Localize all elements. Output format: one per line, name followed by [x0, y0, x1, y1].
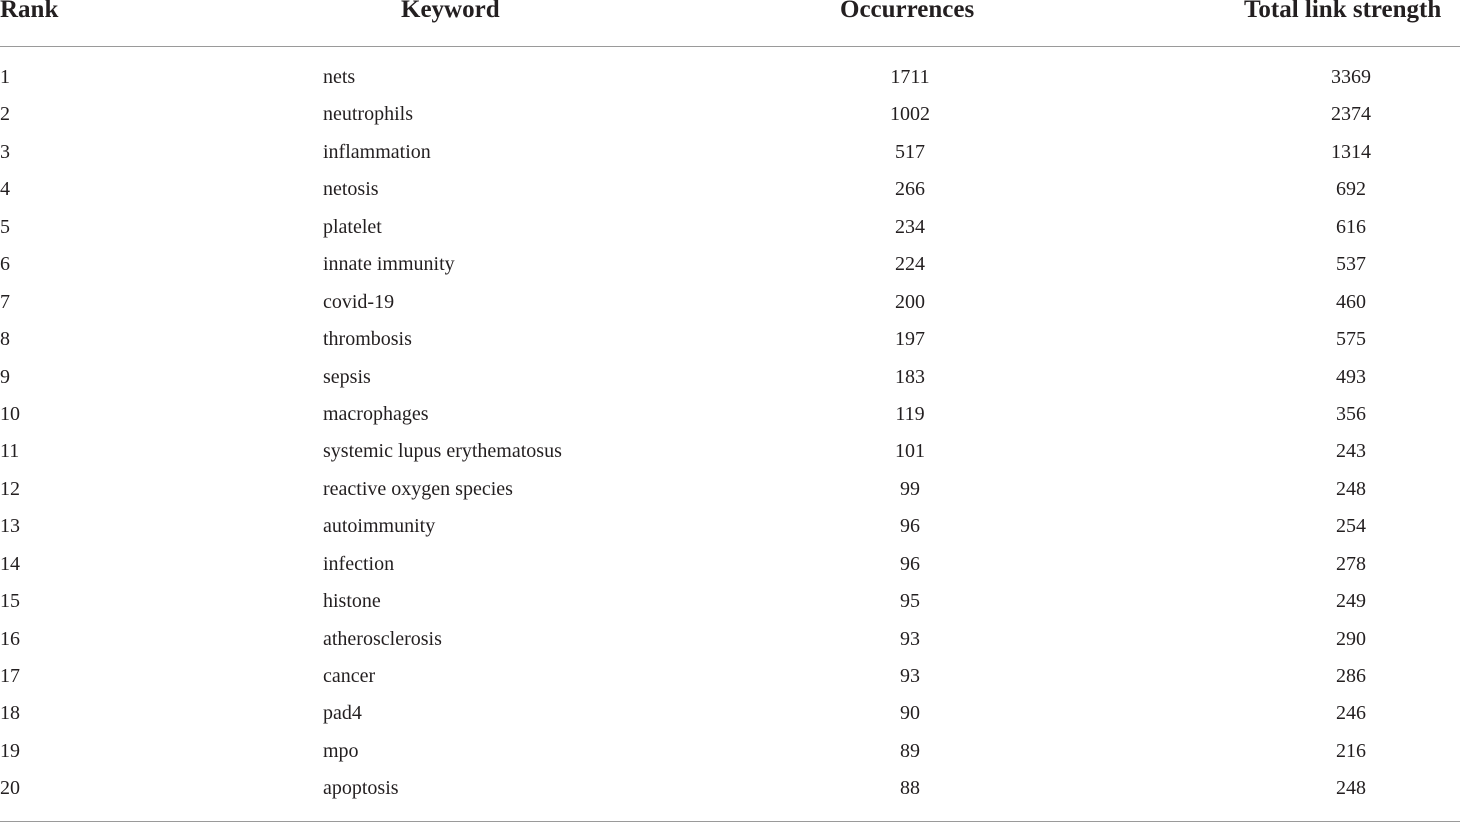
header-rank: Rank: [0, 0, 59, 23]
keyword-cell: histone: [323, 590, 381, 613]
keyword-cell: platelet: [323, 215, 382, 238]
occurrences-cell: 517: [895, 140, 925, 163]
total-link-strength-cell: 278: [1336, 552, 1366, 575]
rank-cell: 19: [0, 739, 20, 762]
occurrences-cell: 183: [895, 365, 925, 388]
occurrences-cell: 89: [900, 739, 920, 762]
table-header: [0, 0, 1460, 24]
occurrences-cell: 234: [895, 215, 925, 238]
keyword-cell: netosis: [323, 178, 379, 201]
total-link-strength-cell: 246: [1336, 702, 1366, 725]
keyword-cell: reactive oxygen species: [323, 477, 513, 500]
keyword-cell: thrombosis: [323, 328, 412, 351]
occurrences-cell: 99: [900, 477, 920, 500]
occurrences-cell: 200: [895, 290, 925, 313]
table-row: [0, 621, 1460, 658]
table-row: [0, 546, 1460, 583]
keyword-cell: cancer: [323, 665, 376, 687]
rank-cell: 18: [0, 702, 20, 725]
keyword-cell: infection: [323, 552, 395, 575]
header-divider: [0, 46, 1460, 47]
keyword-cell: macrophages: [323, 402, 429, 425]
total-link-strength-cell: 243: [1336, 440, 1366, 463]
table-row: [0, 209, 1460, 246]
occurrences-cell: 90: [900, 702, 920, 725]
rank-cell: 14: [0, 552, 20, 575]
rank-cell: 9: [0, 365, 10, 388]
keyword-cell: nets: [323, 66, 356, 88]
rank-cell: 10: [0, 402, 20, 425]
table-row: [0, 246, 1460, 283]
occurrences-cell: 1711: [890, 66, 930, 88]
occurrences-cell: 95: [900, 590, 920, 613]
total-link-strength-cell: 248: [1336, 777, 1366, 800]
total-link-strength-cell: 3369: [1331, 66, 1371, 88]
rank-cell: 16: [0, 627, 20, 650]
rank-cell: 17: [0, 665, 20, 687]
total-link-strength-cell: 2374: [1331, 103, 1371, 126]
table-row: [0, 171, 1460, 208]
table-row: [0, 96, 1460, 133]
total-link-strength-cell: 286: [1336, 665, 1366, 687]
keyword-cell: apoptosis: [323, 777, 399, 800]
rank-cell: 3: [0, 140, 10, 163]
rank-cell: 20: [0, 777, 20, 800]
keyword-cell: innate immunity: [323, 253, 455, 276]
total-link-strength-cell: 692: [1336, 178, 1366, 201]
table-row: [0, 508, 1460, 545]
table-row: [0, 770, 1460, 807]
rank-cell: 4: [0, 178, 10, 201]
total-link-strength-cell: 460: [1336, 290, 1366, 313]
table-row: [0, 284, 1460, 321]
keyword-cell: systemic lupus erythematosus: [323, 440, 562, 463]
rank-cell: 1: [0, 66, 10, 88]
rank-cell: 12: [0, 477, 20, 500]
occurrences-cell: 93: [900, 665, 920, 687]
total-link-strength-cell: 616: [1336, 215, 1366, 238]
table-row: [0, 471, 1460, 508]
table-row: [0, 658, 1460, 695]
rank-cell: 8: [0, 328, 10, 351]
total-link-strength-cell: 249: [1336, 590, 1366, 613]
table-row: [0, 59, 1460, 96]
occurrences-cell: 224: [895, 253, 925, 276]
table-bottom-divider: [0, 821, 1460, 822]
total-link-strength-cell: 254: [1336, 515, 1366, 538]
keyword-cell: pad4: [323, 702, 362, 725]
rank-cell: 7: [0, 290, 10, 313]
header-keyword: Keyword: [401, 0, 500, 23]
total-link-strength-cell: 493: [1336, 365, 1366, 388]
total-link-strength-cell: 290: [1336, 627, 1366, 650]
total-link-strength-cell: 575: [1336, 328, 1366, 351]
header-total-link-strength: Total link strength: [1244, 0, 1442, 23]
rank-cell: 6: [0, 253, 10, 276]
total-link-strength-cell: 248: [1336, 477, 1366, 500]
keyword-cell: mpo: [323, 739, 359, 762]
keyword-cell: inflammation: [323, 140, 431, 163]
keyword-cell: atherosclerosis: [323, 627, 442, 650]
occurrences-cell: 101: [895, 440, 925, 463]
keyword-cell: autoimmunity: [323, 515, 436, 538]
rank-cell: 2: [0, 103, 10, 126]
total-link-strength-cell: 216: [1336, 739, 1366, 762]
rank-cell: 11: [0, 440, 20, 463]
keyword-cell: neutrophils: [323, 103, 413, 126]
table-body: [0, 59, 1460, 808]
occurrences-cell: 266: [895, 178, 925, 201]
table-row: [0, 134, 1460, 171]
occurrences-cell: 96: [900, 552, 920, 575]
keyword-cell: sepsis: [323, 365, 371, 388]
occurrences-cell: 197: [895, 328, 925, 351]
keyword-cell: covid-19: [323, 290, 395, 313]
total-link-strength-cell: 356: [1336, 402, 1366, 425]
table-row: [0, 733, 1460, 770]
table-row: [0, 396, 1460, 433]
occurrences-cell: 88: [900, 777, 920, 800]
rank-cell: 13: [0, 515, 20, 538]
header-occurrences: Occurrences: [840, 0, 975, 23]
total-link-strength-cell: 1314: [1331, 140, 1371, 163]
table-row: [0, 433, 1460, 470]
table-row: [0, 583, 1460, 620]
table-row: [0, 321, 1460, 358]
rank-cell: 15: [0, 590, 20, 613]
rank-cell: 5: [0, 215, 10, 238]
occurrences-cell: 1002: [890, 103, 930, 126]
occurrences-cell: 93: [900, 627, 920, 650]
table-row: [0, 359, 1460, 396]
total-link-strength-cell: 537: [1336, 253, 1366, 276]
occurrences-cell: 119: [895, 402, 925, 425]
table-row: [0, 695, 1460, 732]
occurrences-cell: 96: [900, 515, 920, 538]
